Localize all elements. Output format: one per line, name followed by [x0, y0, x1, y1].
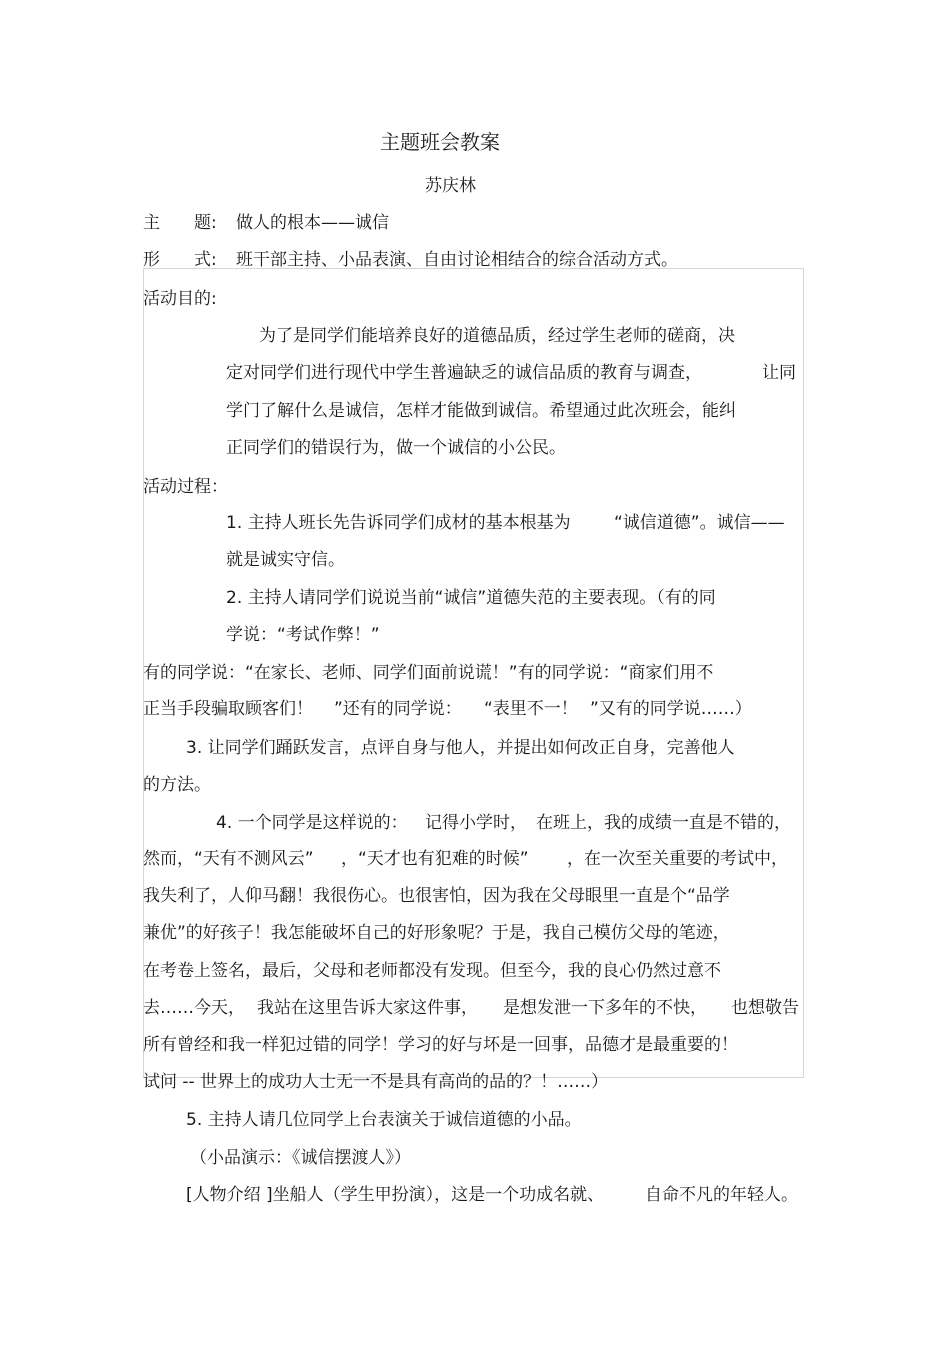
purpose-line: 学门了解什么是诚信，怎样才能做到诚信。希望通过此次班会，能纠: [226, 401, 736, 421]
author-name: 苏庆林: [425, 176, 476, 196]
process-line: 去……今天，: [143, 998, 245, 1018]
purpose-heading: 活动目的:: [143, 289, 217, 309]
process-line: ，“天才也有犯难的时候”: [341, 849, 529, 869]
process-line: 试问 -- 世界上的成功人士无一不是具有高尚的品的？！……）: [143, 1072, 609, 1092]
purpose-line: 为了是同学们能培养良好的道德品质，经过学生老师的磋商，决: [259, 326, 735, 346]
process-line: 是想发泄一下多年的不快，: [503, 998, 707, 1018]
process-line: 2. 主持人请同学们说说当前“诚信”道德失范的主要表现。（有的同: [226, 588, 716, 608]
process-line: ”又有的同学说……）: [590, 699, 752, 719]
process-line: ，在一次至关重要的考试中，: [567, 849, 788, 869]
purpose-line: 正同学们的错误行为，做一个诚信的小公民。: [226, 438, 566, 458]
process-line: 然而，“天有不测风云”: [143, 849, 314, 869]
process-line: 我失利了，人仰马翻！我很伤心。也很害怕，因为我在父母眼里一直是个“品学: [143, 886, 730, 906]
process-line: 4. 一个同学是这样说的：: [216, 813, 408, 833]
purpose-line: 定对同学们进行现代中学生普遍缺乏的诚信品质的教育与调查，: [226, 363, 702, 383]
theme-label: 主 题:: [143, 213, 217, 233]
process-line: 记得小学时，: [425, 813, 527, 833]
process-line: ”还有的同学说：: [334, 699, 462, 719]
process-line: 1. 主持人班长先告诉同学们成材的基本根基为: [226, 513, 571, 533]
process-heading: 活动过程：: [143, 477, 228, 497]
process-line: 兼优”的好孩子！我怎能破坏自己的好形象呢？于是，我自己模仿父母的笔迹，: [143, 923, 730, 943]
form-value: 班干部主持、小品表演、自由讨论相结合的综合活动方式。: [236, 250, 678, 270]
document-title: 主题班会教案: [380, 130, 500, 154]
process-line: 3. 让同学们踊跃发言，点评自身与他人，并提出如何改正自身，完善他人: [186, 738, 735, 758]
process-line: [人物介绍 ]坐船人（学生甲扮演），这是一个功成名就、: [186, 1185, 605, 1205]
process-line: 在考卷上签名，最后，父母和老师都没有发现。但至今，我的良心仍然过意不: [143, 961, 721, 981]
process-line: 学说：“考试作弊！”: [226, 625, 380, 645]
purpose-line: 让同: [762, 363, 796, 383]
process-line: 有的同学说：“在家长、老师、同学们面前说谎！”有的同学说：“商家们用不: [143, 663, 714, 683]
process-line: 正当手段骗取顾客们！: [143, 699, 313, 719]
process-line: 所有曾经和我一样犯过错的同学！学习的好与坏是一回事，品德才是最重要的！: [143, 1035, 738, 1055]
process-line: “表里不一！: [484, 699, 578, 719]
process-line: 我站在这里告诉大家这件事，: [257, 998, 478, 1018]
process-line: 5. 主持人请几位同学上台表演关于诚信道德的小品。: [186, 1110, 582, 1130]
process-line: 自命不凡的年轻人。: [645, 1185, 798, 1205]
process-line: 就是诚实守信。: [226, 550, 345, 570]
process-line: 的方法。: [143, 775, 211, 795]
process-line: “诚信道德”。诚信——: [614, 513, 785, 533]
theme-value: 做人的根本——诚信: [236, 213, 389, 233]
process-line: （小品演示：《诚信摆渡人》）: [190, 1148, 411, 1168]
process-line: 在班上，我的成绩一直是不错的，: [536, 813, 791, 833]
form-label: 形 式:: [143, 250, 217, 270]
process-line: 也想敬告: [731, 998, 799, 1018]
